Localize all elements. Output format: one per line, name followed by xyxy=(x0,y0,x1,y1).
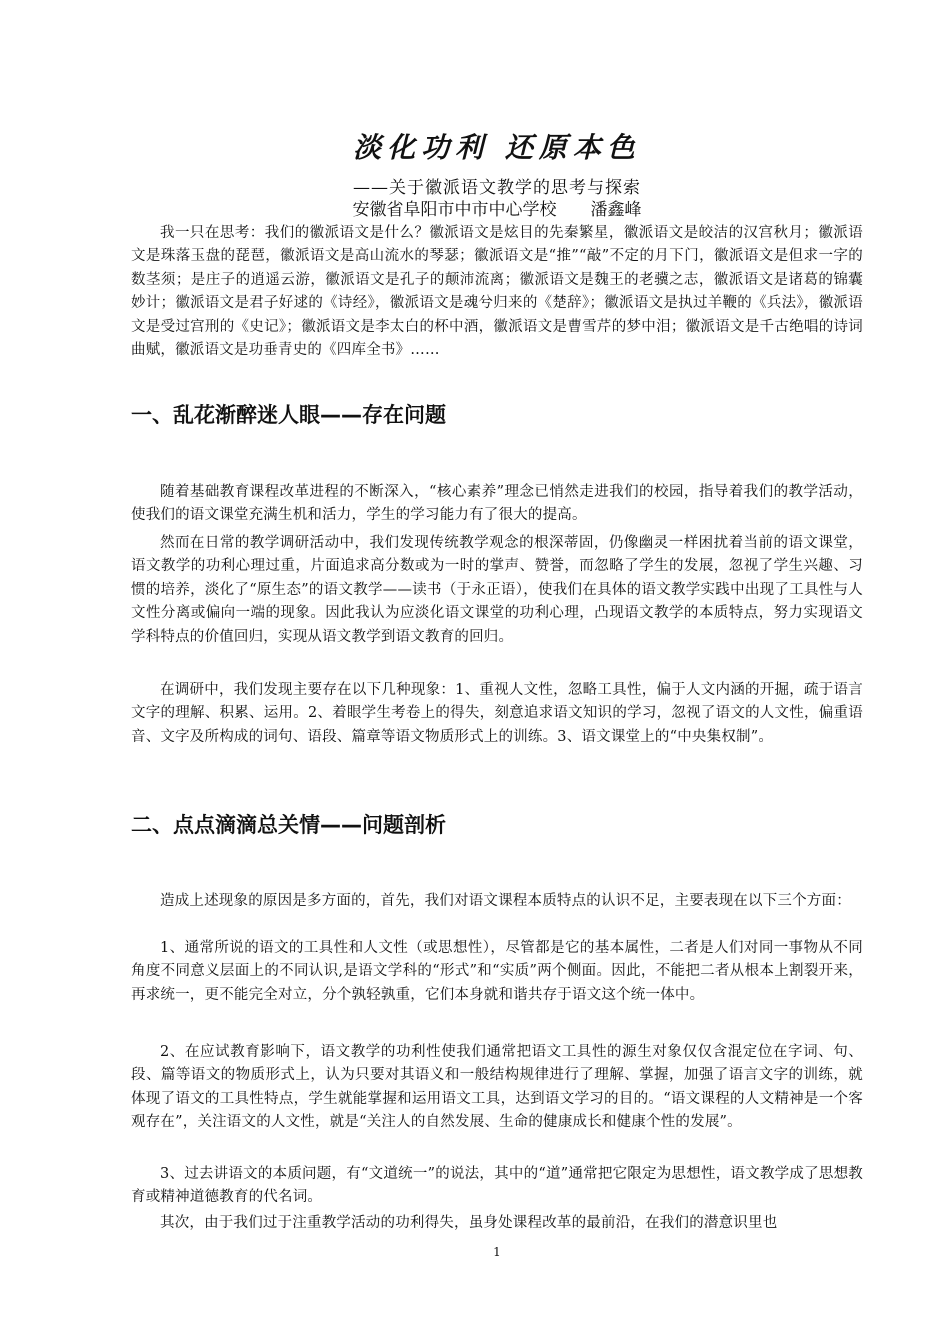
document-subtitle: ——关于徽派语文教学的思考与探索 xyxy=(353,178,641,198)
document-title: 淡化功利 还原本色 xyxy=(353,131,641,164)
section-2-heading: 二、点点滴滴总关情——问题剖析 xyxy=(131,813,446,837)
section-2-paragraph-2: 1、通常所说的语文的工具性和人文性（或思想性），尽管都是它的基本属性，二者是人们对同一事物从不同角度不同意义层面上的不同认识,是语文学科的“形式”和“实质”两个侧面。因此，不能把二者从根本上割裂开来，再求统一，更不能完全对立，分个孰轻孰重，它们本身就和谐共存于语文这个统一体中。 xyxy=(131,940,863,1003)
section-2-paragraph-3: 2、在应试教育影响下，语文教学的功利性使我们通常把语文工具性的源生对象仅仅含混定位在字词、句、段、篇等语文的物质形式上，认为只要对其语义和一般结构规律进行了理解、掌握，加强了语言文字的训练，就体现了语文的工具性特点，学生就能掌握和运用语文工具，达到语文学习的目的。“语文课程的人文精神是一个客观存在”，关注语文的人文性，就是“关注人的自然发展、生命的健康成长和健康个性的发展”。 xyxy=(131,1044,863,1131)
section-2-paragraph-5: 其次，由于我们过于注重教学活动的功利得失，虽身处课程改革的最前沿，在我们的潜意识里也 xyxy=(160,1215,778,1231)
section-1-heading: 一、乱花渐醉迷人眼——存在问题 xyxy=(131,403,446,427)
section-2-paragraph-1: 造成上述现象的原因是多方面的，首先，我们对语文课程本质特点的认识不足，主要表现在以下三个方面： xyxy=(160,893,851,909)
section-2-paragraph-4: 3、过去讲语文的本质问题，有“文道统一”的说法，其中的“道”通常把它限定为思想性，语文教学成了思想教育或精神道德教育的代名词。 xyxy=(131,1166,863,1206)
section-1-paragraph-1: 随着基础教育课程改革进程的不断深入，“核心素养”理念已悄然走进我们的校园，指导着我们的教学活动，使我们的语文课堂充满生机和活力，学生的学习能力有了很大的提高。 xyxy=(131,484,863,524)
author-name: 潘鑫峰 xyxy=(590,200,642,220)
page-number: 1 xyxy=(493,1245,501,1259)
intro-paragraph: 我一只在思考：我们的徽派语文是什么？徽派语文是炫目的先秦繁星，徽派语文是皎洁的汉宫秋月；徽派语文是珠落玉盘的琵琶，徽派语文是高山流水的琴瑟；徽派语文是“推”“敲”不定的月下门，徽派语文是但求一字的数茎须；是庄子的逍遥云游，徽派语文是孔子的颠沛流离；徽派语文是魏王的老骥之志，徽派语文是诸葛的锦囊妙计；徽派语文是君子好逑的《诗经》，徽派语文是魂兮归来的《楚辞》；徽派语文是执过羊鞭的《兵法》，徽派语文是受过宫刑的《史记》；徽派语文是李太白的杯中酒，徽派语文是曹雪芹的梦中泪；徽派语文是千古绝唱的诗词曲赋，徽派语文是功垂青史的《四库全书》…… xyxy=(131,225,863,359)
author-line xyxy=(131,198,863,222)
section-1-paragraph-2: 然而在日常的教学调研活动中，我们发现传统教学观念的根深蒂固，仍像幽灵一样困扰着当前的语文课堂，语文教学的功利心理过重，片面追求高分数或为一时的掌声、赞誉，而忽略了学生的发展，忽视了学生兴趣、习惯的培养，淡化了“原生态”的语文教学——读书（于永正语），使我们在具体的语文教学实践中出现了工具性与人文性分离或偏向一端的现象。因此我认为应淡化语文课堂的功利心理，凸现语文教学的本质特点，努力实现语文学科特点的价值回归，实现从语文教学到语文教育的回归。 xyxy=(131,535,863,645)
section-1-paragraph-3: 在调研中，我们发现主要存在以下几种现象：1、重视人文性，忽略工具性，偏于人文内涵的开掘，疏于语言文字的理解、积累、运用。2、着眼学生考卷上的得失，刻意追求语文知识的学习，忽视了语文的人文性，偏重语音、文字及所构成的词句、语段、篇章等语文物质形式上的训练。3、语文课堂上的“中央集权制”。 xyxy=(131,682,863,745)
school-name: 安徽省阜阳市中市中心学校 xyxy=(352,200,557,220)
